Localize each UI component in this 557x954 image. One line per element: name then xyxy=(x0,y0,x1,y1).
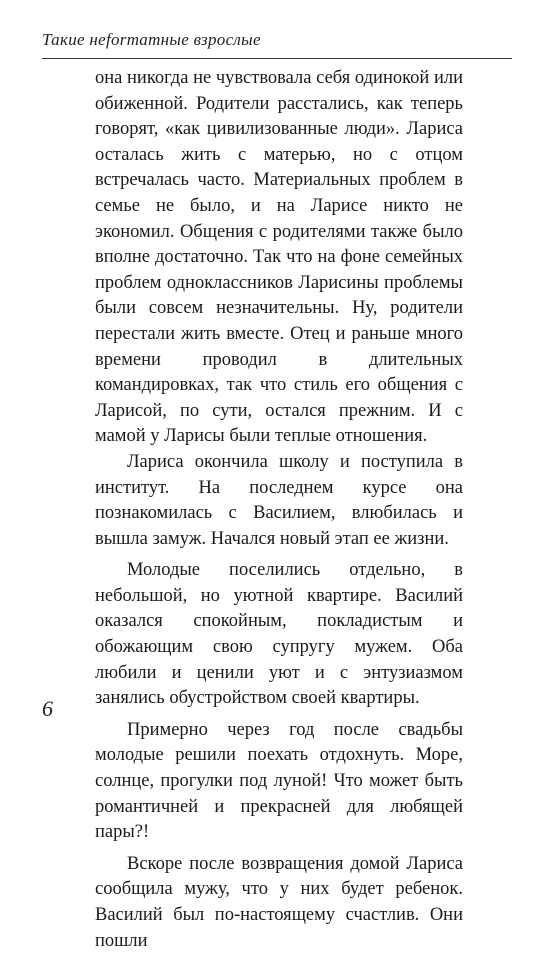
paragraph: она никогда не чувствовала себя одинокой или обиженной. Родители расстались, как теперь говорят, «как цивилизованные люди». Лариса осталась жить с матерью, но с отцом встречалась часто. Материальных проблем в семье не было, и на Ларисе никто не экономил. Общения с родителями также было вполне достаточно. Так что на фоне семейных проблем одноклассников Ларисины проблемы были совсем незначительны. Ну, родители перестали жить вместе. Отец и раньше много времени проводил в длительных командировках, так что стиль его общения с Ларисой, по сути, остался прежним. И с мамой у Ларисы были теплые отношения. xyxy=(95,68,463,447)
paragraph: Молодые поселились отдельно, в небольшой, но уютной квартире. Василий оказался спокойным, покладистым и обожающим свою супругу мужем. Оба любили и ценили уют и с энтузиазмом занялись обустройством своей квартиры. xyxy=(95,560,463,709)
running-header: Такие неformатные взрослые xyxy=(42,30,261,49)
header-rule xyxy=(42,58,512,59)
paragraph: Вскоре после возвращения домой Лариса сообщила мужу, что у них будет ребенок. Василий был по-настоящему счастлив. Они пошли xyxy=(95,853,463,951)
page-number: 6 xyxy=(42,696,53,721)
paragraph: Лариса окончила школу и поступила в институт. На последнем курсе она познакомилась с Василием, влюбилась и вышла замуж. Начался новый этап ее жизни. xyxy=(95,451,463,549)
paragraph: Примерно через год после свадьбы молодые решили поехать отдохнуть. Море, солнце, прогулки под луной! Что может быть романтичней и прекрасней для любящей пары?! xyxy=(95,719,463,843)
page-body xyxy=(95,66,463,954)
